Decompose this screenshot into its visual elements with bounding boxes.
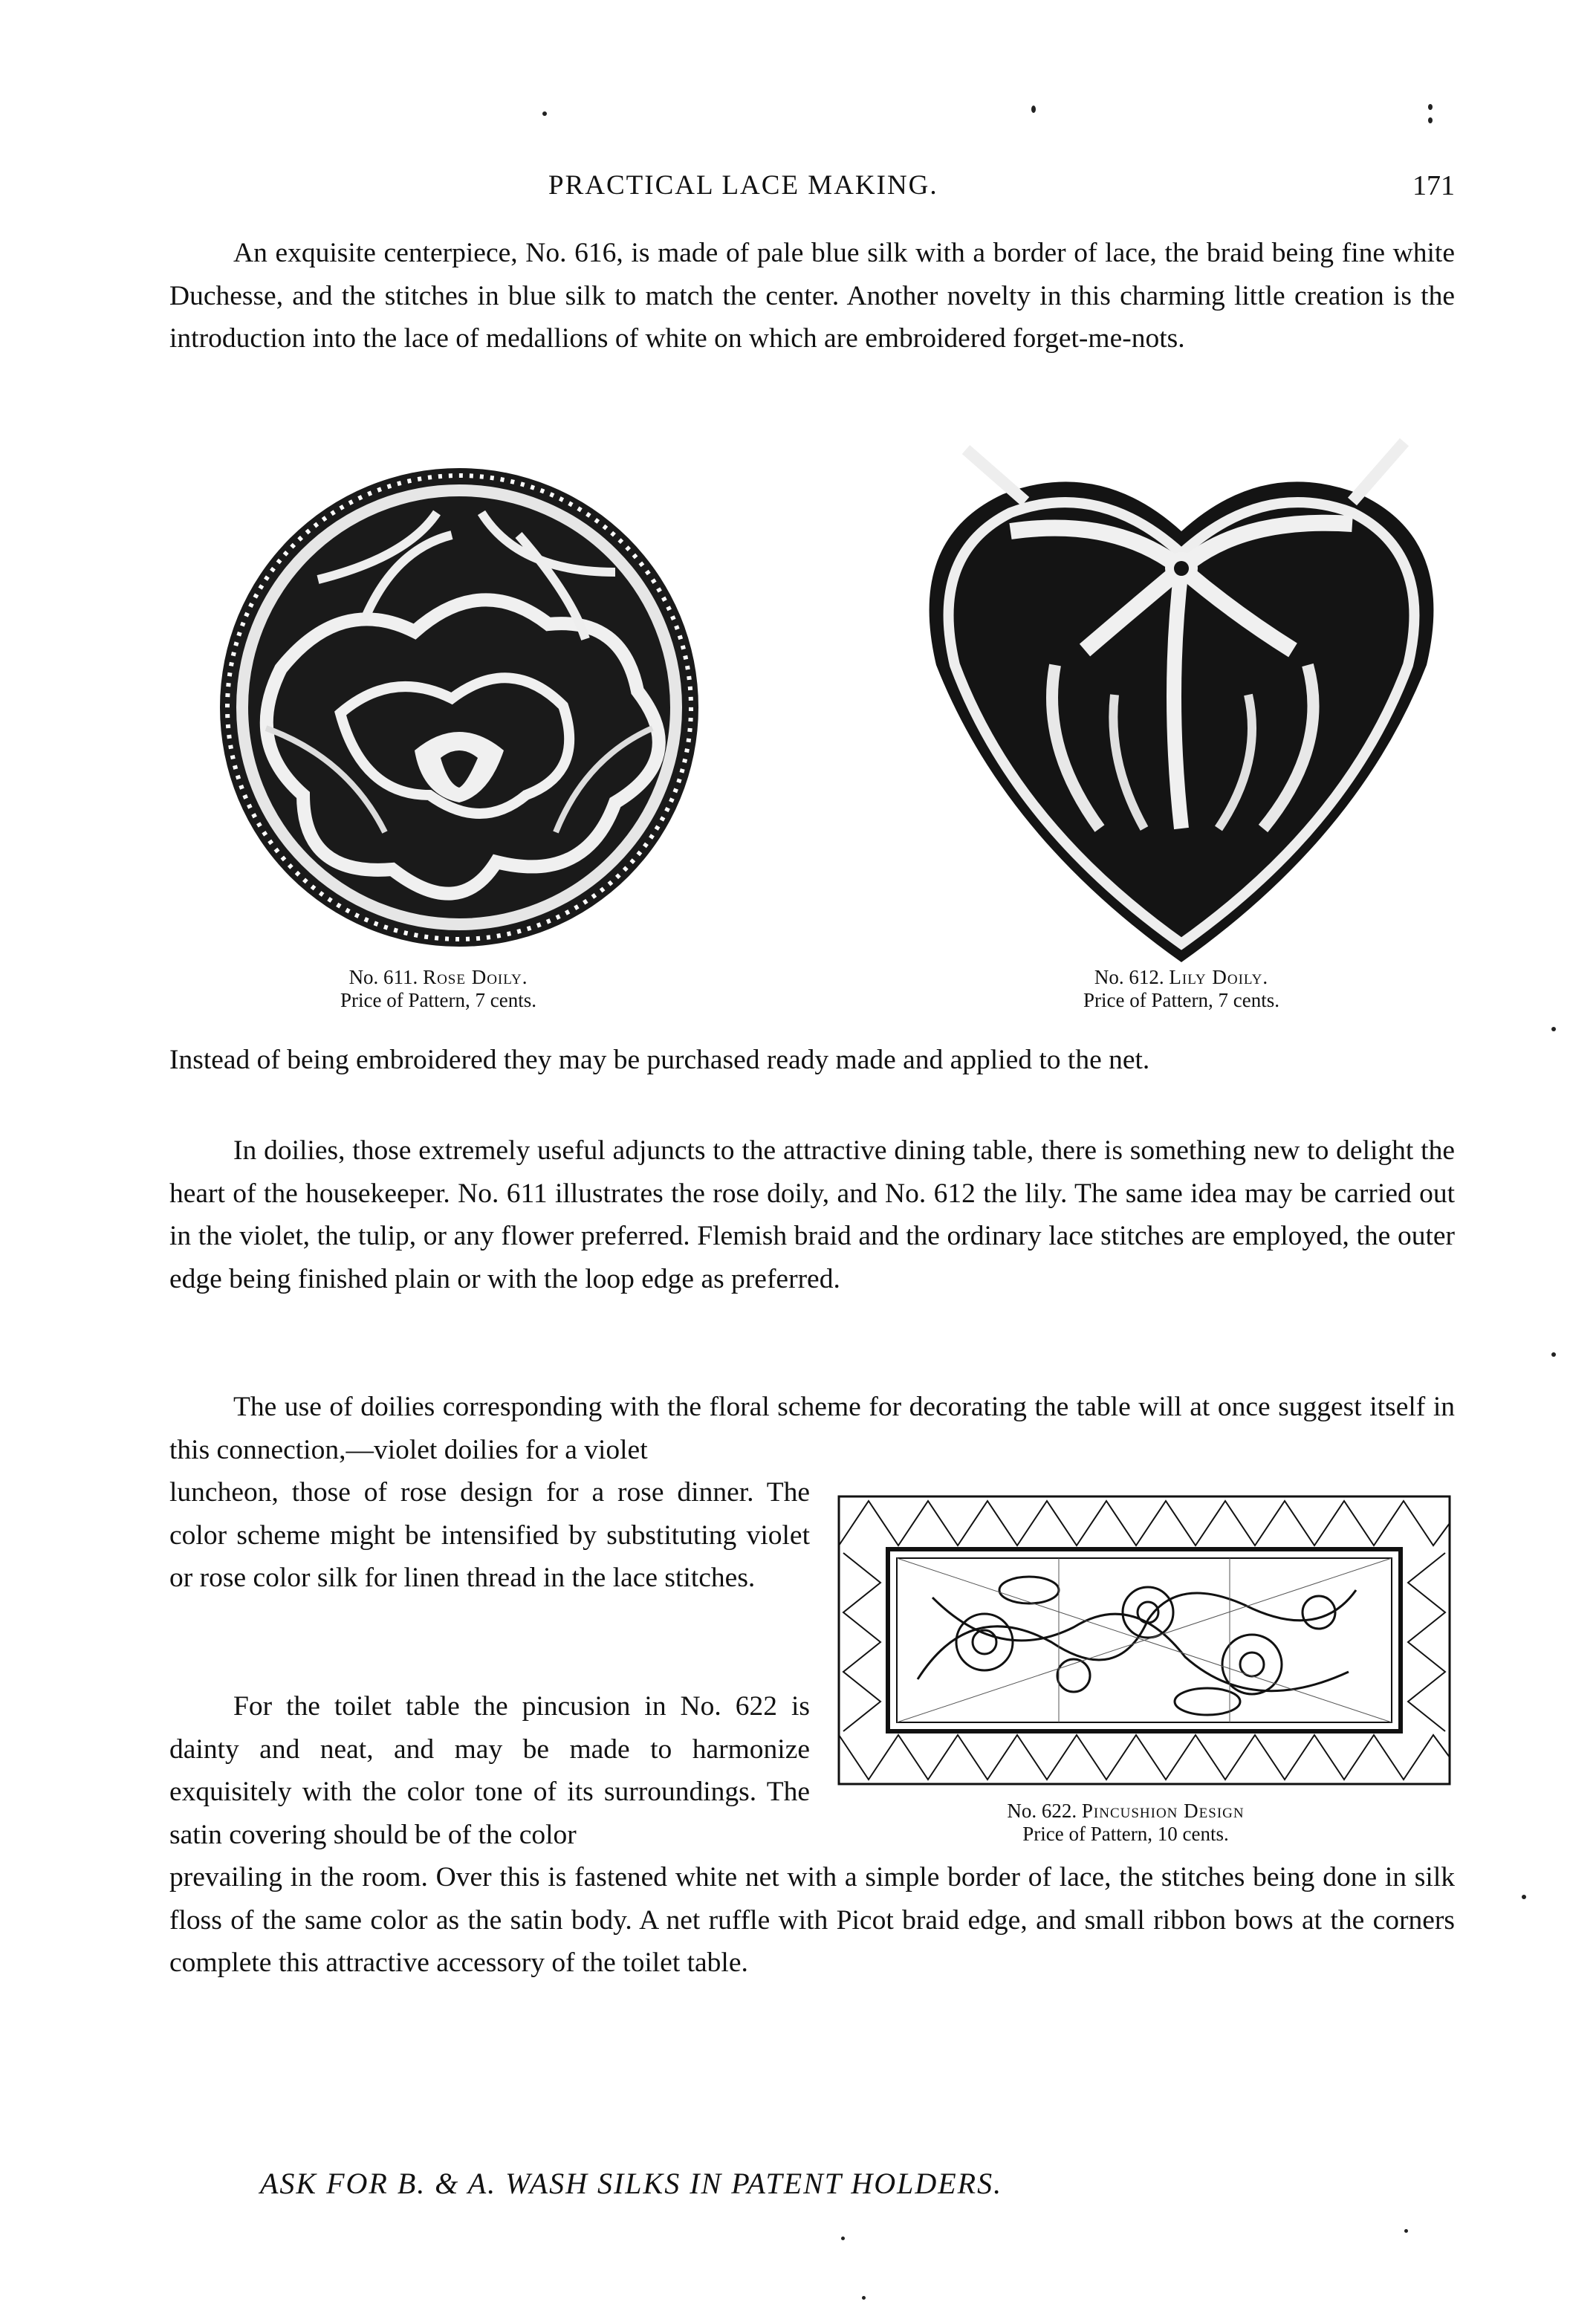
rose-doily-caption <box>282 966 594 1012</box>
scan-speck <box>1522 1895 1526 1899</box>
caption-price: Price of Pattern, 7 cents. <box>340 989 536 1011</box>
paragraph-centerpiece: An exquisite centerpiece, No. 616, is made of pale blue silk with a border of lace, the braid being fine white Duchesse, and the stitches in blue silk to match the center. Another novelty in this charming little creation is the introduction into the lace of medallions of white on which are embroidered forget-me-nots. <box>169 238 1455 354</box>
lily-doily-caption <box>1018 966 1345 1012</box>
paragraph-ready-made: Instead of being embroidered they may be purchased ready made and applied to the net. <box>169 1045 1150 1075</box>
caption-name: Lily Doily. <box>1169 966 1269 988</box>
caption-price: Price of Pattern, 10 cents. <box>1022 1823 1229 1845</box>
scan-speck <box>1031 106 1036 113</box>
rose-doily-illustration <box>169 446 749 966</box>
scan-speck <box>1428 117 1433 123</box>
paragraph-pincushion-start: For the toilet table the pincusion in No. 622 is dainty and neat, and may be made to harmonize exquisitely with the color tone of its surroundings. The satin covering should be of the color <box>169 1691 810 1850</box>
paragraph-floral-scheme-start: The use of doilies corresponding with the floral scheme for decorating the table will at once suggest itself in this connection,—violet doilies for a violet <box>169 1392 1455 1465</box>
caption-number: No. 611. <box>348 966 418 988</box>
scan-speck <box>1551 1352 1556 1357</box>
running-title: PRACTICAL LACE MAKING. <box>548 170 938 201</box>
running-header <box>169 169 1455 214</box>
scan-speck <box>862 2296 866 2300</box>
scan-speck <box>542 111 547 116</box>
caption-price: Price of Pattern, 7 cents. <box>1083 989 1279 1011</box>
scan-speck <box>841 2237 845 2240</box>
caption-number: No. 612. <box>1094 966 1164 988</box>
scan-speck <box>1428 104 1433 110</box>
paragraph-floral-scheme-cont: luncheon, those of rose design for a rose dinner. The color scheme might be intensified by substituting violet or rose color silk for linen thread in the lace stitches. <box>169 1477 810 1593</box>
paragraph-doilies: In doilies, those extremely useful adjuncts to the attractive dining table, there is something new to delight the heart of the housekeeper. No. 611 illustrates the rose doily, and No. 612 the lily. The same idea may be carried out in the violet, the tulip, or any flower preferred. Flemish braid and the ordinary lace stitches are employed, the outer edge being finished plain or with the loop edge as preferred. <box>169 1135 1455 1294</box>
lily-doily-illustration <box>892 412 1471 966</box>
paragraph-pincushion-cont: prevailing in the room. Over this is fastened white net with a simple border of lace, the stitches being done in silk floss of the same color as the satin body. A net ruffle with Picot braid edge, and small ribbon bows at the corners complete this attractive accessory of the toilet table. <box>169 1862 1455 1978</box>
caption-name: Rose Doily. <box>423 966 528 988</box>
caption-number: No. 622. <box>1007 1800 1077 1822</box>
pincushion-caption <box>888 1800 1363 1846</box>
scan-speck <box>1404 2229 1408 2233</box>
scan-speck <box>1551 1027 1556 1031</box>
footer-advert: ASK FOR B. & A. WASH SILKS IN PATENT HOLDERS. <box>260 2167 1003 2200</box>
page-number: 171 <box>1412 170 1455 201</box>
caption-name: Pincushion Design <box>1081 1800 1245 1822</box>
pincushion-illustration <box>836 1493 1453 1787</box>
